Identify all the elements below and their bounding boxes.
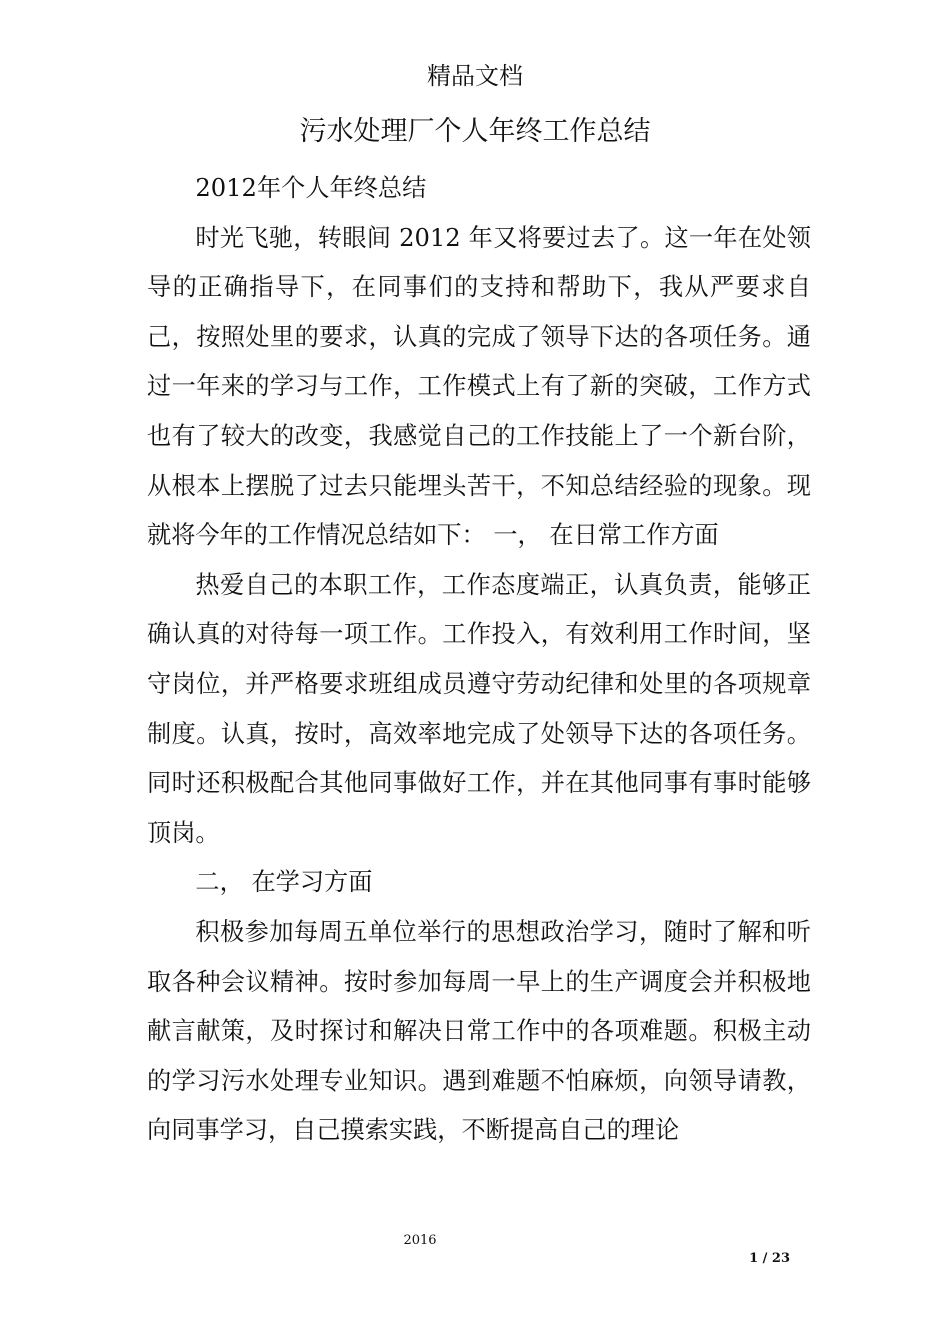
paragraph-study: 积极参加每周五单位举行的思想政治学习，随时了解和听取各种会议精神。按时参加每周一早上的生产调度会并积极地献言献策，及时探讨和解决日常工作中的各项难题。积极主动的学习污水处理专业知识。遇到难题不怕麻烦，向领导请教，向同事学习，自己摸索实践，不断提高自己的理论 xyxy=(147,917,811,1145)
section-heading-year-summary: 2012年个人年终总结 xyxy=(195,174,427,202)
paragraph-daily-work: 热爱自己的本职工作，工作态度端正，认真负责，能够正确认真的对待每一项工作。工作投入，有效利用工作时间，坚守岗位，并严格要求班组成员遵守劳动纪律和处里的各项规章制度。认真，按时，高效率地完成了处领导下达的各项任务。同时还积极配合其他同事做好工作，并在其他同事有事时能够顶岗。 xyxy=(147,570,811,847)
page-number: 1 / 23 xyxy=(749,1251,790,1266)
header-label: 精品文档 xyxy=(427,62,523,90)
section-heading-study: 二， 在学习方面 xyxy=(195,868,373,897)
paragraph-intro: 时光飞驰，转眼间 2012 年又将要过去了。这一年在处领导的正确指导下，在同事们的支持和帮助下，我从严要求自己，按照处里的要求，认真的完成了领导下达的各项任务。通过一年来的学习与工作，工作模式上有了新的突破，工作方式也有了较大的改变，我感觉自己的工作技能上了一个新台阶，从根本上摆脱了过去只能埋头苦干，不知总结经验的现象。现就将今年的工作情况总结如下： 一， 在日常工作方面 xyxy=(147,223,811,550)
footer-year: 2016 xyxy=(403,1233,437,1248)
document-body xyxy=(147,164,811,1156)
document-title: 污水处理厂个人年终工作总结 xyxy=(299,116,651,147)
